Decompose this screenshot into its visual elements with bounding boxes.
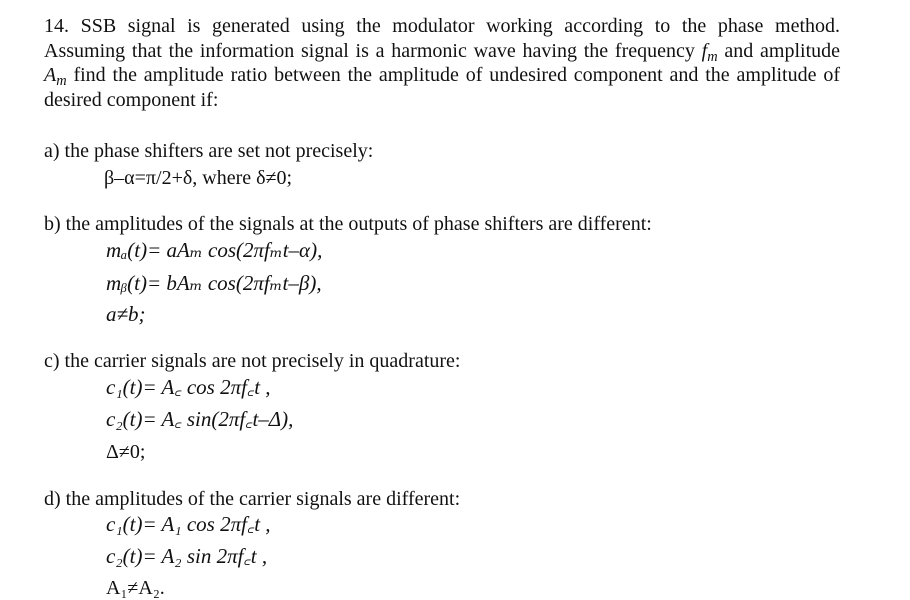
part-c-condition: Δ≠0;: [106, 441, 146, 463]
part-b-heading: b) the amplitudes of the signals at the outputs of phase shifters are different:: [44, 213, 652, 235]
part-a-condition: β–α=π/2+δ, where δ≠0;: [104, 167, 293, 189]
intro-line-3: $A_m$ find the amplitude ratio between the amplitude of undesired component and the amplitude of: [44, 64, 840, 90]
problem-number: 14.: [44, 15, 69, 37]
amplitude-symbol: $A_m$: [44, 64, 67, 90]
part-b-equation-2: mᵦ(t)= bAₘ cos(2πfₘt–β),: [106, 271, 322, 295]
part-d-equation-1: c₁(t)= A₁ cos 2πf꜀t ,: [106, 512, 271, 536]
intro-line-2: Assuming that the information signal is a harmonic wave having the frequency $f_m$ and amplitude: [44, 39, 841, 65]
part-b-equation-1: mₐ(t)= aAₘ cos(2πfₘt–α),: [106, 238, 323, 262]
part-c-equation-1: c₁(t)= A꜀ cos 2πf꜀t ,: [106, 375, 271, 399]
part-d-condition: A₁≠A₂.: [106, 577, 165, 599]
part-c-heading: c) the carrier signals are not precisely in quadrature:: [44, 350, 461, 372]
problem-statement: [44, 14, 844, 112]
part-c-equation-2: c₂(t)= A꜀ sin(2πf꜀t–Δ),: [106, 407, 294, 431]
intro-line-1: 14. SSB signal is generated using the modulator working according to the phase method.: [44, 15, 841, 37]
part-b-condition: a≠b;: [106, 302, 146, 326]
frequency-symbol: $f_m$: [701, 39, 718, 65]
part-d-equation-2: c₂(t)= A₂ sin 2πf꜀t ,: [106, 544, 268, 568]
part-d-heading: d) the amplitudes of the carrier signals are different:: [44, 488, 461, 510]
part-a-heading: a) the phase shifters are set not precisely:: [44, 140, 374, 162]
intro-line-4: desired component if:: [44, 88, 219, 111]
